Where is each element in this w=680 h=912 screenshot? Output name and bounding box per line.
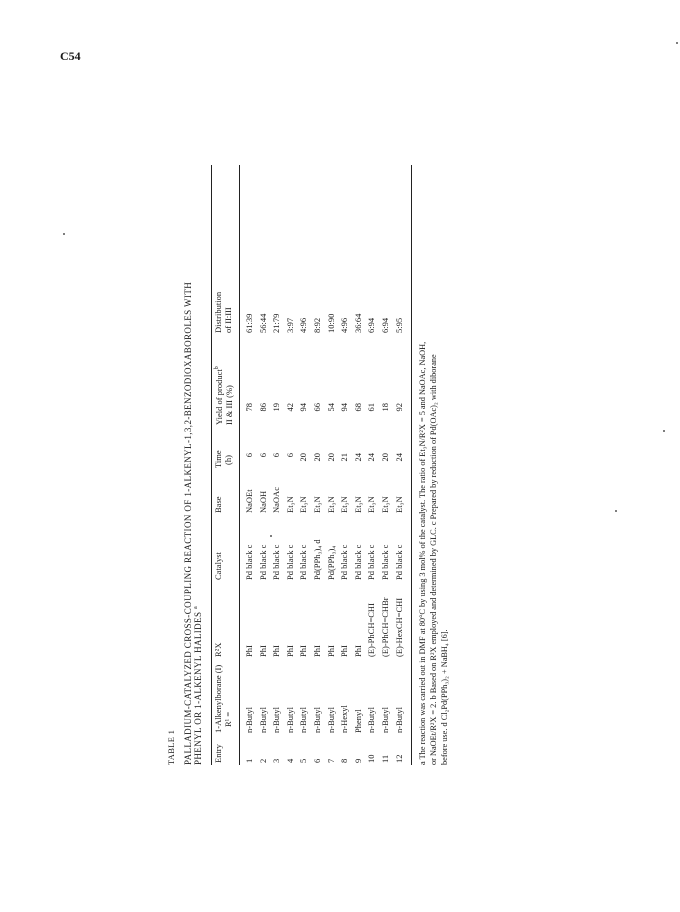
- table-row: [327, 165, 338, 765]
- cell-catalyst: Pd black c: [380, 544, 390, 580]
- cell-catalyst: Pd black c: [352, 544, 363, 580]
- rotated-table-block: [165, 155, 460, 765]
- cell-distribution: 4:96: [298, 317, 309, 333]
- cell-alkenylborane: n-Butyl: [271, 707, 282, 733]
- cell-base: Et₃N: [352, 496, 363, 513]
- cell-entry: 7: [325, 758, 336, 763]
- cell-yield: 86: [257, 403, 268, 412]
- cell-base: Et₃N: [380, 496, 390, 513]
- footnote-line: before use. d Cl₂Pd(PPh₃)₂ + NaBH₄ [6].: [439, 629, 449, 765]
- cell-entry: 10: [366, 754, 377, 763]
- cell-catalyst: Pd black c: [244, 544, 254, 580]
- cell-r2x: PhI: [257, 645, 268, 657]
- table-row: [299, 165, 310, 765]
- cell-r2x: PhI: [352, 645, 363, 657]
- cell-distribution: 4:96: [339, 317, 350, 333]
- cell-entry: 1: [244, 758, 254, 763]
- cell-alkenylborane: n-Butyl: [325, 707, 336, 733]
- scan-speck: [63, 233, 65, 235]
- cell-entry: 8: [339, 758, 350, 763]
- cell-time: 20: [298, 453, 309, 462]
- cell-r2x: PhI: [271, 645, 282, 657]
- cell-distribution: 5:95: [393, 317, 404, 333]
- cell-yield: 92: [393, 403, 404, 412]
- cell-base: Et₃N: [284, 496, 295, 513]
- cell-r2x: PhI: [325, 645, 336, 657]
- table-top-rule: [211, 165, 212, 765]
- cell-distribution: 36:64: [352, 313, 363, 333]
- cell-alkenylborane: n-Butyl: [380, 707, 390, 733]
- footnote-line: a The reaction was carried out in DMF at 80°C by using 3 mol% of the catalyst. The ratio of Et₃N/R²X = 5 and NaOAc, NaOH,: [418, 341, 427, 765]
- cell-alkenylborane: n-Butyl: [366, 707, 377, 733]
- cell-entry: 4: [284, 758, 295, 763]
- cell-time: 6: [257, 453, 268, 458]
- header-r2x: R²X: [213, 642, 223, 657]
- cell-r2x: PhI: [244, 645, 254, 657]
- cell-entry: 12: [393, 754, 404, 763]
- table-bottom-rule: [411, 165, 412, 765]
- cell-r2x: PhI: [312, 645, 322, 657]
- cell-entry: 3: [271, 758, 282, 763]
- cell-base: NaOAc: [271, 487, 282, 513]
- cell-yield: 94: [298, 403, 309, 412]
- cell-distribution: 10:90: [325, 313, 336, 333]
- cell-alkenylborane: n-Butyl: [244, 707, 254, 733]
- cell-yield: 68: [352, 403, 363, 412]
- cell-base: Et₃N: [298, 496, 309, 513]
- cell-alkenylborane: n-Butyl: [257, 707, 268, 733]
- header-base: Base: [213, 496, 223, 513]
- cell-yield: 61: [366, 403, 377, 412]
- cell-distribution: 61:39: [244, 313, 254, 333]
- header-catalyst: Catalyst: [213, 552, 223, 580]
- cell-base: Et₃N: [325, 496, 336, 513]
- cell-yield: 18: [380, 403, 390, 412]
- cell-base: Et₃N: [339, 496, 350, 513]
- table-row: [272, 165, 283, 765]
- cell-time: 24: [352, 453, 363, 462]
- footnote-line: or NaOEt/R²X = 2. b Based on R²X employed and determined by GLC. c Prepared by reduction of Pd(OAc)₂ with diborane: [428, 354, 438, 765]
- table-row: [259, 165, 270, 765]
- cell-time: 20: [312, 453, 322, 462]
- cell-base: Et₃N: [312, 496, 322, 513]
- cell-time: 6: [271, 453, 282, 458]
- cell-yield: 42: [284, 403, 295, 412]
- scan-speck: [676, 42, 678, 44]
- cell-distribution: 56:44: [257, 313, 268, 333]
- cell-time: 24: [393, 453, 404, 462]
- cell-catalyst: Pd black c: [366, 544, 377, 580]
- cell-alkenylborane: n-Butyl: [298, 707, 309, 733]
- cell-catalyst: Pd(PPh₃)₄: [325, 545, 336, 580]
- header-time: Time (h): [213, 450, 233, 468]
- cell-entry: 9: [352, 758, 363, 763]
- table-row: [367, 165, 378, 765]
- table-row: [313, 165, 324, 765]
- header-bottom-rule: [239, 165, 240, 765]
- cell-alkenylborane: Phenyl: [352, 709, 363, 733]
- cell-distribution: 8:92: [312, 317, 322, 333]
- header-distribution: Distribution of II:III: [213, 291, 233, 333]
- cell-distribution: 6:94: [366, 317, 377, 333]
- cell-yield: 19: [271, 403, 282, 412]
- cell-r2x: PhI: [284, 645, 295, 657]
- cell-catalyst: Pd black c: [339, 544, 350, 580]
- cell-catalyst: Pd black c: [271, 544, 282, 580]
- cell-alkenylborane: n-Butyl: [312, 707, 322, 733]
- scan-speck: [663, 430, 665, 432]
- cell-catalyst: Pd black c: [393, 544, 404, 580]
- table-footnotes: [418, 165, 450, 765]
- header-yield: Yield of product$^b$ II & III (%): [213, 366, 234, 425]
- cell-base: Et₃N: [393, 496, 404, 513]
- table-row: [381, 165, 392, 765]
- cell-time: 6: [244, 453, 254, 458]
- cell-base: Et₃N: [366, 496, 377, 513]
- header-alkenylborane: 1-Alkenylborane (I) R¹ =: [213, 664, 233, 733]
- cell-distribution: 21:79: [271, 313, 282, 333]
- header-entry: Entry: [213, 744, 223, 763]
- cell-base: NaOH: [257, 490, 268, 513]
- cell-r2x: (E)-PhCH=CHBr: [380, 597, 390, 657]
- footnote-mark: a: [193, 605, 200, 609]
- cell-base: NaOEt: [244, 489, 254, 513]
- cell-r2x: PhI: [298, 645, 309, 657]
- cell-entry: 2: [257, 758, 268, 763]
- cell-catalyst: Pd black c: [298, 544, 309, 580]
- scan-speck: [615, 510, 617, 512]
- cell-yield: 94: [339, 403, 350, 412]
- cell-alkenylborane: n-Butyl: [393, 707, 404, 733]
- page-number: C54: [60, 49, 81, 63]
- cell-r2x: PhI: [339, 645, 350, 657]
- cell-time: 6: [284, 453, 295, 458]
- cell-entry: 5: [298, 758, 309, 763]
- cell-r2x: (E)-HexCH=CHI: [393, 597, 404, 657]
- cell-yield: 54: [325, 403, 336, 412]
- cell-time: 20: [380, 453, 390, 462]
- cell-entry: 6: [312, 758, 322, 763]
- cell-distribution: 6:94: [380, 317, 390, 333]
- cell-catalyst: Pd black c: [257, 544, 268, 580]
- cell-yield: 66: [312, 403, 322, 412]
- table-row: [340, 165, 351, 765]
- cell-distribution: 3:97: [284, 317, 295, 333]
- cell-time: 21: [339, 453, 350, 462]
- table-label: TABLE 1: [166, 729, 176, 765]
- table-row: [354, 165, 365, 765]
- table-row: [395, 165, 406, 765]
- table-title-line1: PALLADIUM-CATALYZED CROSS-COUPLING REACTION OF 1-ALKENYL-1,3,2-BENZODIOXABOROLES WITH: [183, 281, 193, 765]
- table-title-line2: PHENYL OR 1-ALKENYL HALIDES $^a$: [193, 605, 204, 765]
- cell-catalyst: Pd black c: [284, 544, 295, 580]
- table-title: [183, 165, 204, 765]
- table-row: [245, 165, 256, 765]
- cell-time: 20: [325, 453, 336, 462]
- cell-time: 24: [366, 453, 377, 462]
- cell-alkenylborane: n-Butyl: [284, 707, 295, 733]
- cell-alkenylborane: n-Hexyl: [339, 705, 350, 733]
- table-row: [286, 165, 297, 765]
- cell-entry: 11: [380, 754, 390, 763]
- cell-r2x: (E)-PhCH=CHI: [366, 603, 377, 657]
- cell-catalyst: Pd(PPh₃)₄ d: [312, 539, 322, 580]
- cell-yield: 78: [244, 403, 254, 412]
